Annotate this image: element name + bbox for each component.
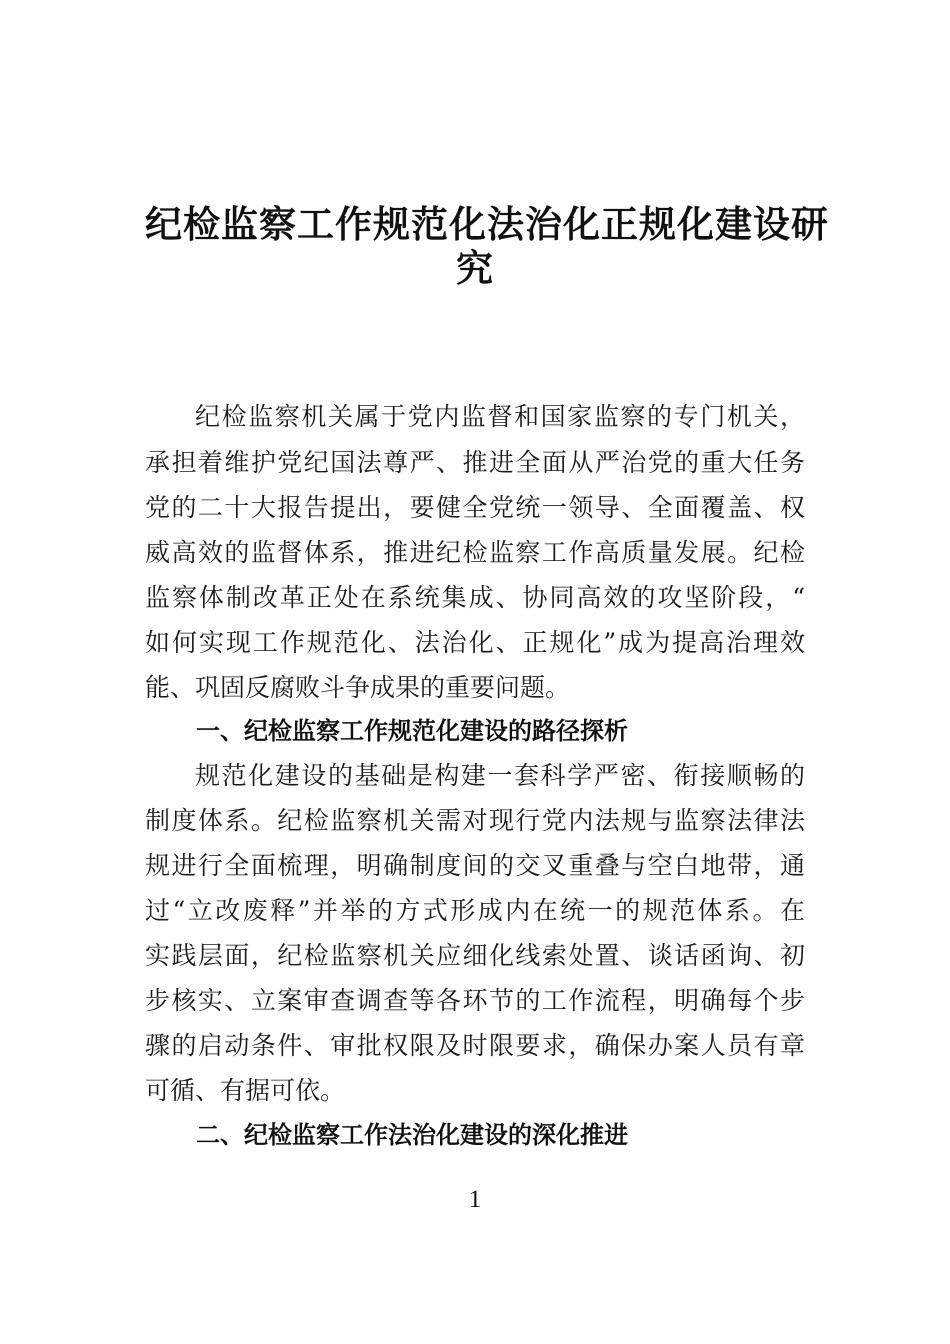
intro-line: 承担着维护党纪国法尊严、推进全面从严治党的重大任务	[145, 448, 807, 477]
section1-line: 实践层面，纪检监察机关应细化线索处置、谈话函询、初	[145, 941, 807, 970]
document-title-line-1: 纪检监察工作规范化法治化正规化建设研	[145, 203, 829, 246]
intro-line: 如何实现工作规范化、法治化、正规化”成为提高治理效	[145, 628, 807, 657]
section-heading-1: 一、纪检监察工作规范化建设的路径探析	[196, 717, 628, 745]
section1-line: 可循、有据可依。	[145, 1076, 346, 1105]
section1-line: 制度体系。纪检监察机关需对现行党内法规与监察法律法	[145, 806, 807, 835]
intro-line: 监察体制改革正处在系统集成、协同高效的攻坚阶段，“	[145, 583, 807, 612]
page-number: 1	[468, 1186, 482, 1213]
section-heading-2: 二、纪检监察工作法治化建设的深化推进	[196, 1121, 628, 1149]
intro-line: 威高效的监督体系，推进纪检监察工作高质量发展。纪检	[145, 538, 807, 567]
section1-line: 骤的启动条件、审批权限及时限要求，确保办案人员有章	[145, 1031, 807, 1060]
section1-line: 步核实、立案审查调查等各环节的工作流程，明确每个步	[145, 986, 807, 1015]
document-title-line-2: 究	[456, 247, 494, 290]
section1-line: 过“立改废释”并举的方式形成内在统一的规范体系。在	[145, 896, 808, 925]
intro-line: 纪检监察机关属于党内监督和国家监察的专门机关，	[195, 402, 807, 431]
section1-line: 规进行全面梳理，明确制度间的交叉重叠与空白地带，通	[145, 851, 807, 880]
intro-line: 党的二十大报告提出，要健全党统一领导、全面覆盖、权	[145, 493, 807, 522]
section1-line: 规范化建设的基础是构建一套科学严密、衔接顺畅的	[195, 761, 807, 790]
intro-line: 能、巩固反腐败斗争成果的重要问题。	[145, 673, 571, 702]
